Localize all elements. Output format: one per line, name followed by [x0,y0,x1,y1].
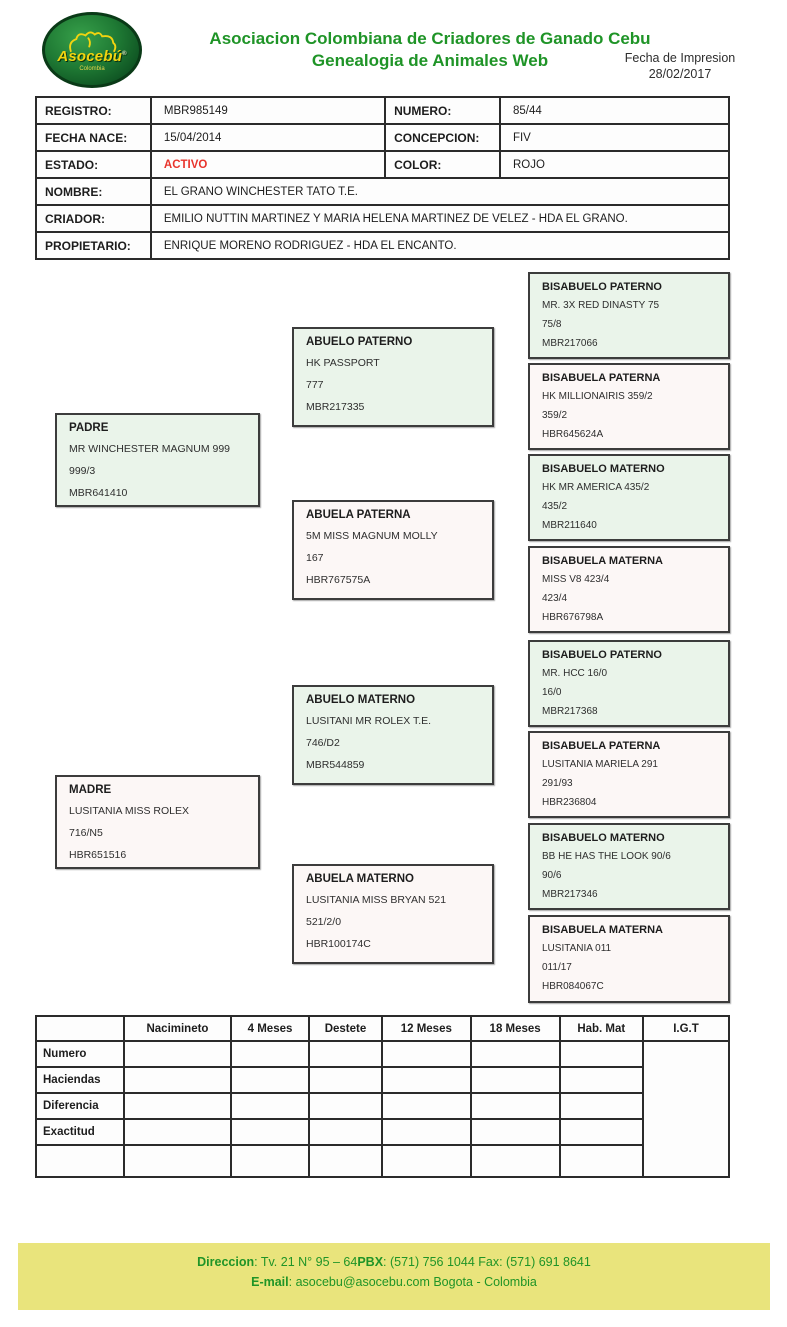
stats-cell [124,1041,231,1067]
concepcion-label: CONCEPCION: [385,124,500,151]
animal-name: LUSITANI MR ROLEX T.E. [306,715,432,727]
animal-number: 16/0 [542,687,562,698]
stats-cell [560,1067,643,1093]
animal-registry: MBR217368 [542,706,598,717]
col-header-nacimiento: Nacimineto [124,1016,231,1041]
animal-registry: HBR676798A [542,612,604,623]
stats-cell [560,1145,643,1177]
animal-number: 746/D2 [306,737,340,749]
fecha-nace-label: FECHA NACE: [36,124,151,151]
stats-cell [471,1067,560,1093]
contact-footer [18,1243,770,1310]
footer-email-line [18,1272,770,1292]
box-title: BISABUELA MATERNA [542,555,663,567]
box-title: MADRE [69,784,112,796]
animal-name: 5M MISS MAGNUM MOLLY [306,530,438,542]
nombre-value: EL GRANO WINCHESTER TATO T.E. [151,178,729,205]
animal-registry: MBR641410 [69,487,128,499]
email-link[interactable]: asocebu@asocebu.com [295,1275,430,1289]
animal-name: MISS V8 423/4 [542,574,610,585]
animal-number: 777 [306,379,324,391]
animal-registry: HBR645624A [542,429,604,440]
print-date-value: 28/02/2017 [648,67,712,81]
pedigree-box-bisabuelo-materno-1 [528,454,730,541]
pedigree-box-bisabuela-materna-1 [528,546,730,633]
stats-cell [382,1119,471,1145]
numero-label: NUMERO: [385,97,500,124]
stats-cell [471,1093,560,1119]
box-title: BISABUELO MATERNO [542,832,665,844]
fecha-nace-value: 15/04/2014 [151,124,385,151]
stats-cell [382,1093,471,1119]
col-header-4-meses: 4 Meses [231,1016,309,1041]
pedigree-box-bisabuelo-paterno-1 [528,272,730,359]
animal-number: 716/N5 [69,827,103,839]
email-separator: : [288,1275,296,1289]
row-label-exactitud: Exactitud [36,1119,124,1145]
row-label-diferencia: Diferencia [36,1093,124,1119]
stats-cell [231,1119,309,1145]
stats-cell [231,1067,309,1093]
stats-row-exactitud [36,1119,729,1145]
stats-cell [309,1145,382,1177]
color-label: COLOR: [385,151,500,178]
animal-number: 75/8 [542,319,562,330]
stats-cell [36,1145,124,1177]
animal-name: LUSITANIA MISS BRYAN 521 [306,894,447,906]
info-row-fecha [36,124,729,151]
stats-row-diferencia [36,1093,729,1119]
animal-name: LUSITANIA 011 [542,943,612,954]
box-title: BISABUELO MATERNO [542,463,665,475]
title-line-1: Asociacion Colombiana de Criadores de Ganado Cebu [209,29,651,48]
criador-value: EMILIO NUTTIN MARTINEZ Y MARIA HELENA MARTINEZ DE VELEZ - HDA EL GRANO. [151,205,729,232]
box-title: BISABUELA MATERNA [542,924,663,936]
propietario-label: PROPIETARIO: [36,232,151,259]
animal-name: HK PASSPORT [306,357,380,369]
stats-cell [471,1041,560,1067]
stats-cell-igt-merged [643,1041,729,1177]
col-header-igt: I.G.T [643,1016,729,1041]
estado-label: ESTADO: [36,151,151,178]
email-label: E-mail [251,1275,289,1289]
stats-row-empty [36,1145,729,1177]
direccion-value: : Tv. 21 N° 95 – 64 [254,1255,358,1269]
direccion-label: Direccion [197,1255,255,1269]
stats-cell [124,1145,231,1177]
asocebu-logo [42,12,142,88]
box-title: ABUELO PATERNO [306,336,413,348]
performance-stats-table [35,1015,730,1178]
fax-value: (571) 691 8641 [502,1255,591,1269]
stats-cell [231,1041,309,1067]
stats-cell [309,1041,382,1067]
col-header-12-meses: 12 Meses [382,1016,471,1041]
animal-name: MR WINCHESTER MAGNUM 999 [69,443,231,455]
pedigree-box-bisabuela-materna-2 [528,915,730,1003]
stats-cell [231,1093,309,1119]
stats-cell [471,1145,560,1177]
animal-name: BB HE HAS THE LOOK 90/6 [542,851,671,862]
stats-cell [382,1041,471,1067]
info-row-propietario [36,232,729,259]
print-date-label: Fecha de Impresion [624,51,736,65]
info-row-nombre [36,178,729,205]
pedigree-box-madre [55,775,260,869]
status-badge: ACTIVO [163,158,208,171]
stats-cell [309,1093,382,1119]
info-row-estado [36,151,729,178]
pedigree-box-abuela-paterna [292,500,494,600]
footer-address-line [18,1252,770,1272]
registered-mark: ® [122,50,127,57]
box-title: BISABUELA PATERNA [542,740,661,752]
col-header-18-meses: 18 Meses [471,1016,560,1041]
animal-registry: MBR211640 [542,520,597,531]
animal-registry: HBR651516 [69,849,127,861]
animal-registry: HBR767575A [306,574,371,586]
pedigree-box-bisabuela-paterna-1 [528,363,730,450]
nombre-label: NOMBRE: [36,178,151,205]
info-row-criador [36,205,729,232]
stats-cell [560,1041,643,1067]
stats-row-haciendas [36,1067,729,1093]
registro-label: REGISTRO: [36,97,151,124]
animal-number: 435/2 [542,501,568,512]
logo-subtext: Colombia [79,65,105,72]
animal-name: MR. 3X RED DINASTY 75 [542,300,660,311]
animal-registry: HBR084067C [542,981,604,992]
animal-registry: MBR217335 [306,401,365,413]
pedigree-box-padre [55,413,260,507]
row-label-haciendas: Haciendas [36,1067,124,1093]
animal-number: 423/4 [542,593,568,604]
animal-number: 291/93 [542,778,573,789]
animal-number: 011/17 [542,962,572,973]
animal-name: HK MR AMERICA 435/2 [542,482,650,493]
pedigree-box-bisabuela-paterna-2 [528,731,730,818]
box-title: BISABUELO PATERNO [542,649,662,661]
box-title: ABUELO MATERNO [306,694,416,706]
row-label-numero: Numero [36,1041,124,1067]
propietario-value: ENRIQUE MORENO RODRIGUEZ - HDA EL ENCANTO. [151,232,729,259]
col-header-hab-mat: Hab. Mat [560,1016,643,1041]
box-title: BISABUELA PATERNA [542,372,661,384]
box-title: PADRE [69,422,109,434]
concepcion-value: FIV [500,124,729,151]
animal-number: 90/6 [542,870,562,881]
stats-cell [309,1067,382,1093]
pedigree-box-bisabuelo-materno-2 [528,823,730,910]
animal-name: LUSITANIA MISS ROLEX [69,805,190,817]
animal-name: LUSITANIA MARIELA 291 [542,759,658,770]
stats-cell [382,1067,471,1093]
animal-number: 999/3 [69,465,96,477]
stats-cell [382,1145,471,1177]
stats-cell [124,1119,231,1145]
pbx-value: : (571) 756 1044 [383,1255,479,1269]
col-header-destete: Destete [309,1016,382,1041]
animal-name: HK MILLIONAIRIS 359/2 [542,391,653,402]
animal-info-table [35,96,730,260]
registro-value: MBR985149 [151,97,385,124]
animal-number: 167 [306,552,324,564]
print-date-block [600,50,760,82]
box-title: ABUELA PATERNA [306,509,411,521]
stats-cell [231,1145,309,1177]
pedigree-box-abuela-materna [292,864,494,964]
criador-label: CRIADOR: [36,205,151,232]
footer-location: Bogota - Colombia [429,1275,537,1289]
logo-brand-text: Asocebú® [57,47,127,65]
stats-header-row [36,1016,729,1041]
stats-corner-cell [36,1016,124,1041]
info-row-registro [36,97,729,124]
animal-number: 359/2 [542,410,568,421]
fax-label: Fax: [478,1255,503,1269]
animal-number: 521/2/0 [306,916,342,928]
stats-cell [309,1119,382,1145]
stats-cell [124,1067,231,1093]
pedigree-box-bisabuelo-paterno-2 [528,640,730,727]
box-title: ABUELA MATERNO [306,873,414,885]
stats-row-numero [36,1041,729,1067]
animal-registry: MBR544859 [306,759,365,771]
stats-cell [560,1093,643,1119]
animal-registry: MBR217066 [542,338,598,349]
animal-name: MR. HCC 16/0 [542,668,608,679]
animal-registry: HBR100174C [306,938,371,950]
numero-value: 85/44 [500,97,729,124]
color-value: ROJO [500,151,729,178]
animal-registry: MBR217346 [542,889,598,900]
title-line-2: Genealogia de Animales Web [311,51,549,70]
estado-value [151,151,385,178]
stats-cell [124,1093,231,1119]
animal-registry: HBR236804 [542,797,597,808]
pbx-label: PBX [357,1255,384,1269]
pedigree-box-abuelo-materno [292,685,494,785]
box-title: BISABUELO PATERNO [542,281,662,293]
stats-cell [560,1119,643,1145]
pedigree-box-abuelo-paterno [292,327,494,427]
stats-cell [471,1119,560,1145]
